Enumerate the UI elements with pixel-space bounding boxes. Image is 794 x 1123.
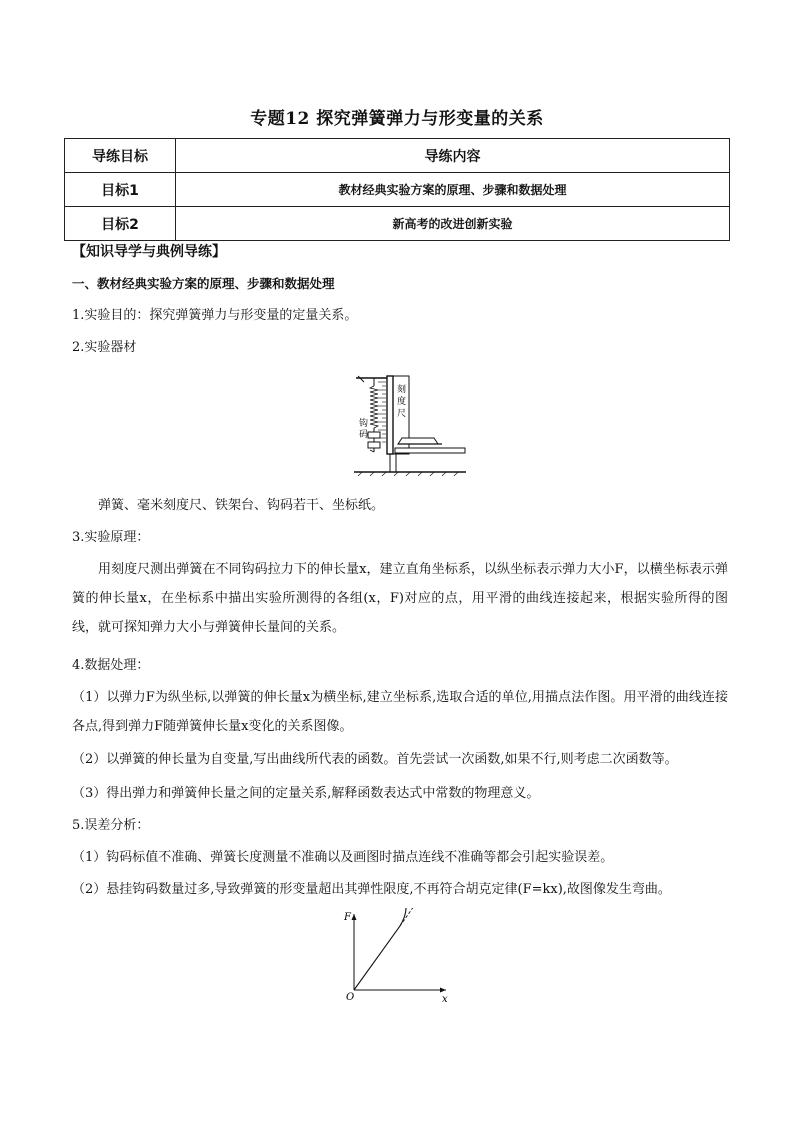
table-header-row: [65, 139, 730, 173]
apparatus-figure: [350, 372, 470, 480]
graph-origin-label: O: [346, 992, 355, 1003]
error-item-1: （1）钩码标值不准确、弹簧长度测量不准确以及画图时描点连线不准确等都会引起实验误差。: [72, 850, 614, 865]
graph-y-label: F: [344, 912, 351, 923]
ruler-label-1: 刻: [397, 385, 407, 395]
equipment-list: 弹簧、毫米刻度尺、铁架台、钩码若干、坐标纸。: [98, 498, 385, 513]
table-header-cell: 导练目标: [65, 139, 176, 173]
table-cell: 目标1: [65, 173, 176, 207]
data-item-1: （1）以弹力F为纵坐标,以弹簧的伸长量x为横坐标,建立坐标系,选取合适的单位,用描点法作图。用平滑的曲线连接各点,得到弹力F随弹簧伸长量x变化的关系图像。: [72, 690, 728, 734]
graph-x-label: x: [442, 994, 448, 1004]
data-item-2: （2）以弹簧的伸长量为自变量,写出曲线所代表的函数。首先尝试一次函数,如果不行,则考虑二次函数等。: [72, 752, 678, 767]
ruler-label-3: 尺: [397, 409, 407, 419]
table-header-cell: 导练内容: [176, 139, 730, 173]
weight-label-1: 钩: [359, 419, 369, 429]
data-item-3: （3）得出弹力和弹簧伸长量之间的定量关系,解释函数表达式中常数的物理意义。: [72, 786, 540, 801]
table-cell: 目标2: [65, 207, 176, 241]
ruler-label-2: 度: [397, 397, 407, 407]
table-cell: 新高考的改进创新实验: [176, 207, 730, 241]
force-extension-graph: [338, 908, 454, 1004]
principle-paragraph: 用刻度尺测出弹簧在不同钩码拉力下的伸长量x，建立直角坐标系，以纵坐标表示弹力大小F，以横坐标表示弹簧的伸长量x，在坐标系中描出实验所测得的各组(x，F)对应的点，用平滑的曲线连接起来，根据实验所得的图线，就可探知弹力大小与弹簧伸长量间的关系。: [72, 562, 728, 635]
step-3-text: 3.实验原理：: [72, 530, 150, 545]
table-row: [65, 207, 730, 241]
error-item-2: （2）悬挂钩码数量过多,导致弹簧的形变量超出其弹性限度,不再符合胡克定律(F=kx),故图像发生弯曲。: [72, 882, 671, 897]
goal-table: [64, 138, 730, 241]
table-cell: 教材经典实验方案的原理、步骤和数据处理: [176, 173, 730, 207]
part1-title: 一、教材经典实验方案的原理、步骤和数据处理: [72, 276, 335, 291]
section-header: 【知识导学与典例导练】: [72, 244, 226, 260]
weight-label-2: 码: [359, 430, 369, 440]
step-1-text: 1.实验目的：探究弹簧弹力与形变量的定量关系。: [72, 308, 358, 323]
step-2-text: 2.实验器材: [72, 340, 137, 355]
page-title: 专题12 探究弹簧弹力与形变量的关系: [250, 109, 544, 129]
step-4-text: 4.数据处理：: [72, 658, 150, 673]
step-5-text: 5.误差分析：: [72, 818, 150, 833]
table-row: [65, 173, 730, 207]
